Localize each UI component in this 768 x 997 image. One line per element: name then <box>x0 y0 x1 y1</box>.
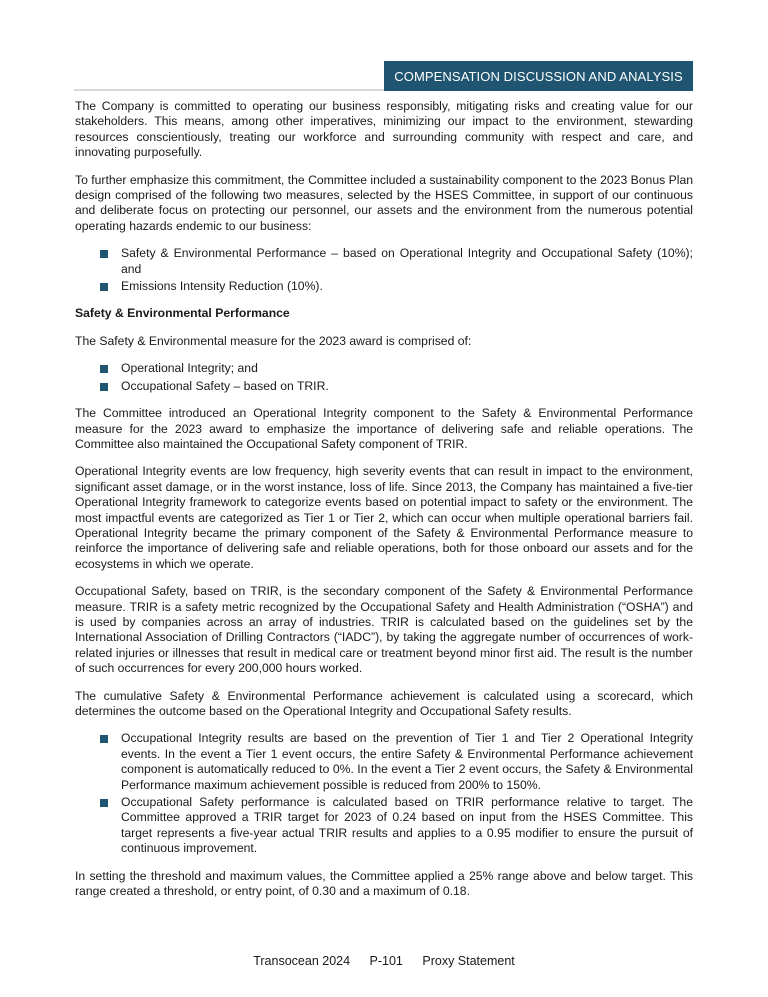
list-item <box>121 361 693 376</box>
list-item <box>121 795 693 857</box>
footer-page-number: P-101 <box>369 954 403 968</box>
emphasis-paragraph: To further emphasize this commitment, the Committee included a sustainability component to the 2023 Bonus Plan design comprised of the following two measures, selected by the HSES Committee, in support of our continuous and deliberate focus on protecting our personnel, our assets and the environment from the numerous potential operating hazards endemic to our business: <box>75 172 693 233</box>
list-item <box>121 379 693 394</box>
list-item <box>121 246 693 277</box>
list-item-text: Operational Integrity; and <box>121 361 258 376</box>
square-bullet-icon <box>100 383 108 391</box>
footer-document-name: Proxy Statement <box>422 954 515 968</box>
list-item-text: Safety & Environmental Performance – based on Operational Integrity and Occupational Safety (10%); and <box>121 246 693 276</box>
footer-company-year: Transocean 2024 <box>253 954 351 968</box>
measure-intro-paragraph: The Safety & Environmental measure for the 2023 award is comprised of: <box>75 333 472 348</box>
square-bullet-icon <box>100 735 108 743</box>
scorecard-paragraph: The cumulative Safety & Environmental Performance achievement is calculated using a scorecard, which determines the outcome based on the Operational Integrity and Occupational Safety results. <box>75 688 693 718</box>
list-item-text: Occupational Safety performance is calculated based on TRIR performance relative to target. The Committee approved a TRIR target for 2023 of 0.24 based on input from the HSES Committee. This target represents a five-year actual TRIR results and applies to a 0.95 modifier to ensure the pursuit of continuous improvement. <box>121 795 693 856</box>
square-bullet-icon <box>100 283 108 291</box>
oi-events-paragraph: Operational Integrity events are low frequency, high severity events that can result in impact to the environment, significant asset damage, or in the worst instance, loss of life. Since 2013, the Company has maintained a five-tier Operational Integrity framework to categorize events based on potential impact to safety or the environment. The most impactful events are categorized as Tier 1 or Tier 2, which can occur when multiple operational barriers fail. Operational Integrity became the primary component of the Safety & Environmental Performance measure to reinforce the importance of delivering safe and reliable operations, both for those onboard our assets and for the ecosystems in which we operate. <box>75 464 693 571</box>
components-list <box>75 361 693 394</box>
intro-paragraph: The Company is committed to operating our business responsibly, mitigating risks and creating value for our stakeholders. This means, among other imperatives, minimizing our impact to the environment, stewarding resources conscientiously, treating our workforce and surrounding community with respect and care, and innovating purposefully. <box>75 99 693 160</box>
page-footer <box>0 954 768 968</box>
oi-intro-paragraph: The Committee introduced an Operational Integrity component to the Safety & Environmental Performance measure for the 2023 award to emphasize the importance of delivering safe and reliable operations. The Committee also maintained the Occupational Safety component of TRIR. <box>75 406 693 451</box>
results-list <box>75 731 693 856</box>
section-title: COMPENSATION DISCUSSION AND ANALYSIS <box>394 68 683 84</box>
square-bullet-icon <box>100 365 108 373</box>
list-item-text: Occupational Safety – based on TRIR. <box>121 378 329 393</box>
section-header-banner <box>384 61 693 91</box>
trir-paragraph: Occupational Safety, based on TRIR, is the secondary component of the Safety & Environmental Performance measure. TRIR is a safety metric recognized by the Occupational Safety and Health Administration (“OSHA”) and is used by companies across an array of industries. TRIR is calculated based on the guidelines set by the International Association of Drilling Contractors (“IADC”), by taking the aggregate number of occurrences of work-related injuries or illnesses that result in medical care or treatment beyond minor first aid. The result is the number of such occurrences for every 200,000 hours worked. <box>75 584 693 676</box>
threshold-paragraph: In setting the threshold and maximum values, the Committee applied a 25% range above and below target. This range created a threshold, or entry point, of 0.30 and a maximum of 0.18. <box>75 868 693 899</box>
header-divider <box>74 89 384 91</box>
list-item <box>121 279 693 294</box>
measures-list <box>75 246 693 294</box>
square-bullet-icon <box>100 250 108 258</box>
list-item <box>121 731 693 793</box>
list-item-text: Emissions Intensity Reduction (10%). <box>121 279 323 294</box>
section-heading: Safety & Environmental Performance <box>75 306 290 321</box>
square-bullet-icon <box>100 799 108 807</box>
document-body <box>75 99 693 911</box>
list-item-text: Occupational Integrity results are based on the prevention of Tier 1 and Tier 2 Operational Integrity events. In the event a Tier 1 event occurs, the entire Safety & Environmental Performance achievement component is automatically reduced to 0%. In the event a Tier 2 event occurs, the Safety & Environmental Performance maximum achievement possible is reduced from 200% to 150%. <box>121 731 693 792</box>
